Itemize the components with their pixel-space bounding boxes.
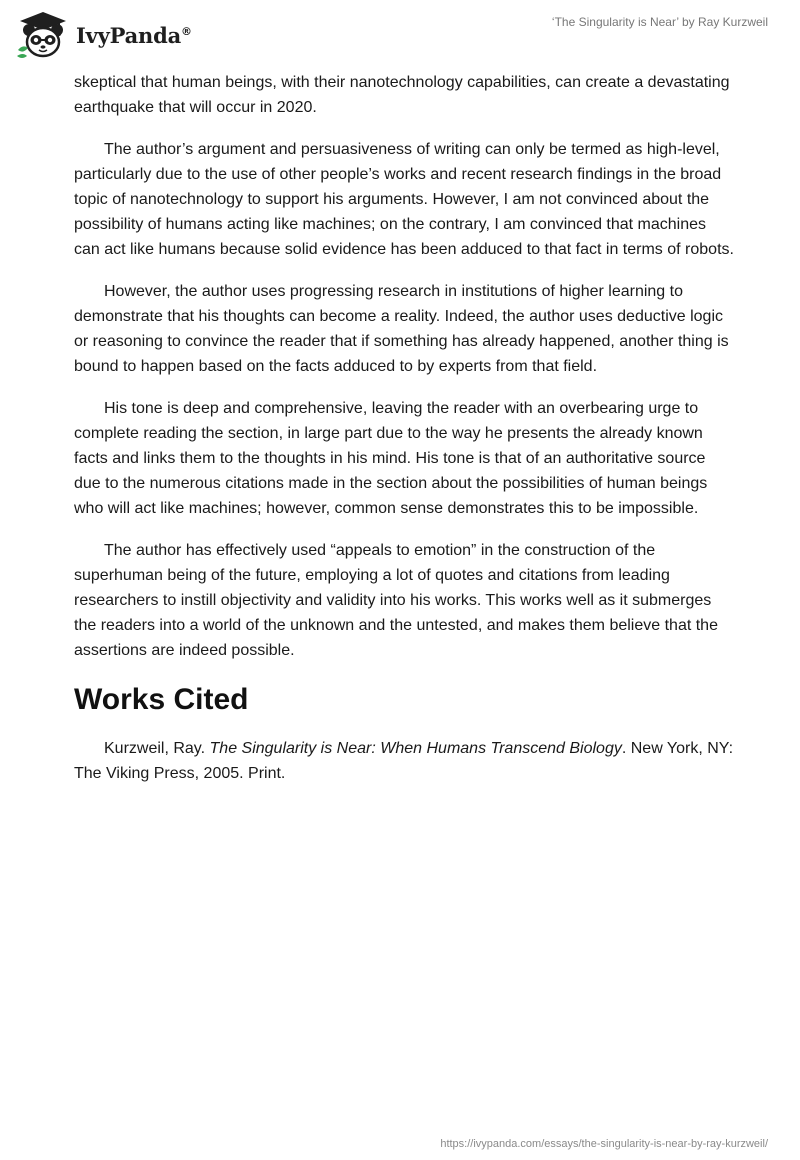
panda-graduate-icon <box>14 10 72 60</box>
page-header <box>0 0 800 70</box>
citation-entry <box>74 736 734 786</box>
citation-publication: . New York, NY: The Viking Press, 2005. Print. <box>74 740 734 782</box>
essay-body <box>74 70 734 786</box>
paragraph: The author has effectively used “appeals to emotion” in the construction of the superhuman being of the future, employing a lot of quotes and citations from leading researchers to instill objectivity and validity into his works. This works well as it submerges the readers into a world of the unknown and the untested, and makes them believe that the assertions are indeed possible. <box>74 542 718 659</box>
paragraph-continuation: skeptical that human beings, with their nanotechnology capabilities, can create a devastating earthquake that will occur in 2020. <box>74 74 730 116</box>
paragraph: The author’s argument and persuasiveness of writing can only be termed as high-level, particularly due to the use of other people’s works and recent research findings in the broad topic of nanotechnology to support his arguments. However, I am not convinced about the possibility of humans acting like machines; on the contrary, I am convinced that machines can act like humans because solid evidence has been adduced to that fact in terms of robots. <box>74 141 734 258</box>
paragraph: However, the author uses progressing research in institutions of higher learning to demonstrate that his thoughts can become a reality. Indeed, the author uses deductive logic or reasoning to convince the reader that if something has already happened, another thing is bound to happen based on the facts adduced to by experts from that field. <box>74 283 729 375</box>
ivypanda-logo[interactable] <box>14 10 192 60</box>
paragraph: His tone is deep and comprehensive, leaving the reader with an overbearing urge to complete reading the section, in large part due to the way he presents the already known facts and links them to the thoughts in his mind. His tone is that of an authoritative source due to the numerous citations made in the section about the possibilities of human beings who will act like machines; however, common sense demonstrates this to be impossible. <box>74 400 708 517</box>
footer-url-link[interactable]: https://ivypanda.com/essays/the-singularity-is-near-by-ray-kurzweil/ <box>440 1138 768 1150</box>
document-title: ‘The Singularity is Near’ by Ray Kurzweil <box>551 15 768 29</box>
citation-title: The Singularity is Near: When Humans Transcend Biology <box>209 740 622 757</box>
works-cited-heading: Works Cited <box>74 683 249 716</box>
citation-author: Kurzweil, Ray. <box>104 740 210 757</box>
logo-wordmark: IvyPanda® <box>76 22 192 48</box>
